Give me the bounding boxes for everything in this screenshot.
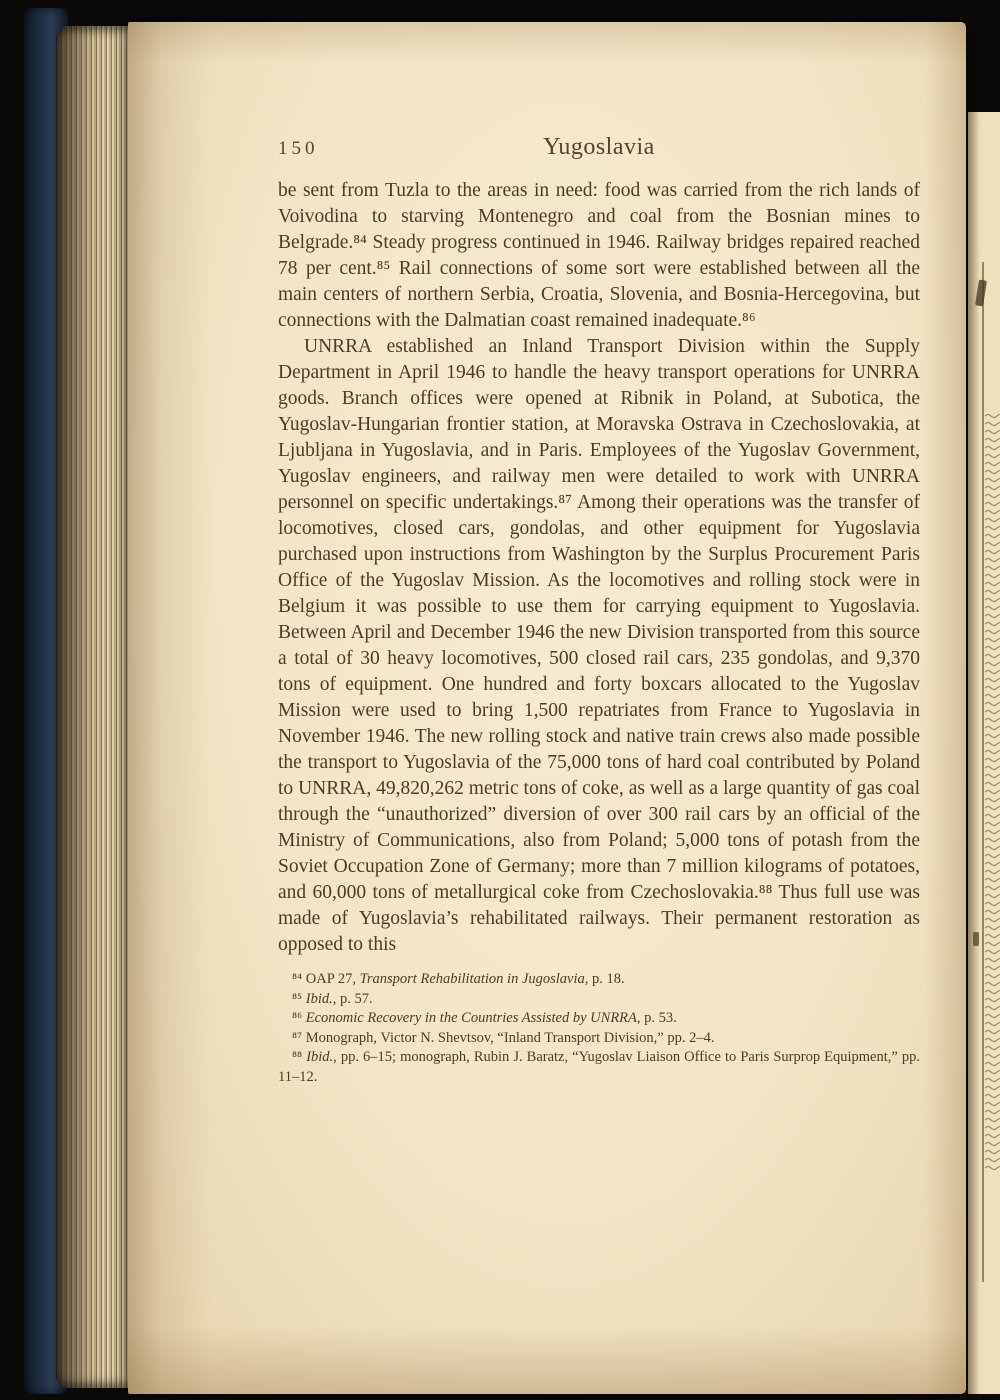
footnote-title: Ibid. xyxy=(305,990,333,1007)
footnote xyxy=(278,990,920,1010)
body-paragraph: be sent from Tuzla to the areas in need: food was carried from the rich lands of Voivodina to starving Montenegro and coal from the Bosnian mines to Belgrade.⁸⁴ Steady progress continued in 1946. Railway bridges repaired reached 78 per cent.⁸⁵ Rail connections of some sort were established between all the main centers of northern Serbia, Croatia, Slovenia, and Bosnia-Hercegovina, but connections with the Dalmatian coast remained inadequate.⁸⁶ xyxy=(278,180,920,331)
page-number: 150 xyxy=(278,138,319,159)
map-water-hatching xyxy=(985,412,1000,1172)
footnote-title: Transport Rehabilitation in Jugoslavia xyxy=(359,971,585,987)
footnote-title: Ibid. xyxy=(306,1049,334,1065)
next-page-edge xyxy=(968,112,1000,1394)
footnote-text: , p. 18. xyxy=(584,971,625,987)
footnote xyxy=(278,1009,920,1029)
footnote-marker: ⁸⁸ xyxy=(292,1049,303,1065)
footnote-marker: ⁸⁷ xyxy=(292,1029,303,1046)
map-border-line xyxy=(982,262,984,1282)
footnote xyxy=(278,970,920,990)
footnote-text: OAP 27, xyxy=(302,971,360,987)
left-page-edges-stack xyxy=(56,26,132,1388)
footnote xyxy=(278,1048,920,1087)
footnote-marker: ⁸⁴ xyxy=(292,971,303,987)
page-title: Yugoslavia xyxy=(543,134,655,160)
book-page xyxy=(128,22,966,1394)
footnote-text: , p. 53. xyxy=(636,1010,677,1026)
page-header xyxy=(278,134,920,166)
footnote-marker: ⁸⁶ xyxy=(292,1010,303,1026)
footnote-marker: ⁸⁵ xyxy=(292,990,303,1007)
page-content xyxy=(278,134,920,1087)
footnote-title: Economic Recovery in the Countries Assisted by UNRRA xyxy=(305,1010,637,1026)
footnote xyxy=(278,1029,920,1049)
map-fragment-mark xyxy=(973,932,979,946)
footnote-text: Monograph, Victor N. Shevtsov, “Inland Transport Division,” pp. 2–4. xyxy=(302,1029,715,1046)
body-paragraph: UNRRA established an Inland Transport Division within the Supply Department in April 1946 to handle the heavy transport operations for UNRRA goods. Branch offices were opened at Ribnik in Poland, at Subotica, the Yugoslav-Hungarian frontier station, at Moravska Ostrava in Czechoslovakia, at Ljubljana in Yugoslavia, and in Paris. Employees of the Yugoslav Government, Yugoslav engineers, and railway men were detailed to work with UNRRA personnel on specific undertakings.⁸⁷ Among their operations was the transfer of locomotives, closed cars, gondolas, and other equipment for Yugoslavia purchased upon instructions from Washington by the Surplus Procurement Paris Office of the Yugoslav Mission. As the locomotives and rolling stock were in Belgium it was possible to use them for carrying equipment to Yugoslavia. Between April and December 1946 the new Division transported from this source a total of 30 heavy locomotives, 500 closed rail cars, 235 gondolas, and 9,370 tons of equipment. One hundred and forty boxcars allocated to the Yugoslav Mission were used to bring 1,500 repatriates from France to Yugoslavia in November 1946. The new rolling stock and native train crews also made possible the transport to Yugoslavia of the 75,000 tons of hard coal contributed by Poland to UNRRA, 49,820,262 metric tons of coke, as well as a large quantity of gas coal through the “unauthorized” diversion of over 300 rail cars by an official of the Ministry of Communications, also from Poland; 5,000 tons of potash from the Soviet Occupation Zone of Germany; more than 7 million kilograms of potatoes, and 60,000 tons of metallurgical coke from Czechoslovakia.⁸⁸ Thus full use was made of Yugoslavia’s rehabilitated railways. Their permanent restoration as opposed to this xyxy=(278,336,920,955)
footnote-text: , pp. 6–15; monograph, Rubin J. Baratz, “Yugoslav Liaison Office to Paris Surprop Equipment,” pp. 11–12. xyxy=(278,1049,921,1085)
footnotes-section xyxy=(278,970,920,1087)
footnote-text: , p. 57. xyxy=(332,990,373,1007)
map-fragment-mark xyxy=(975,280,987,307)
